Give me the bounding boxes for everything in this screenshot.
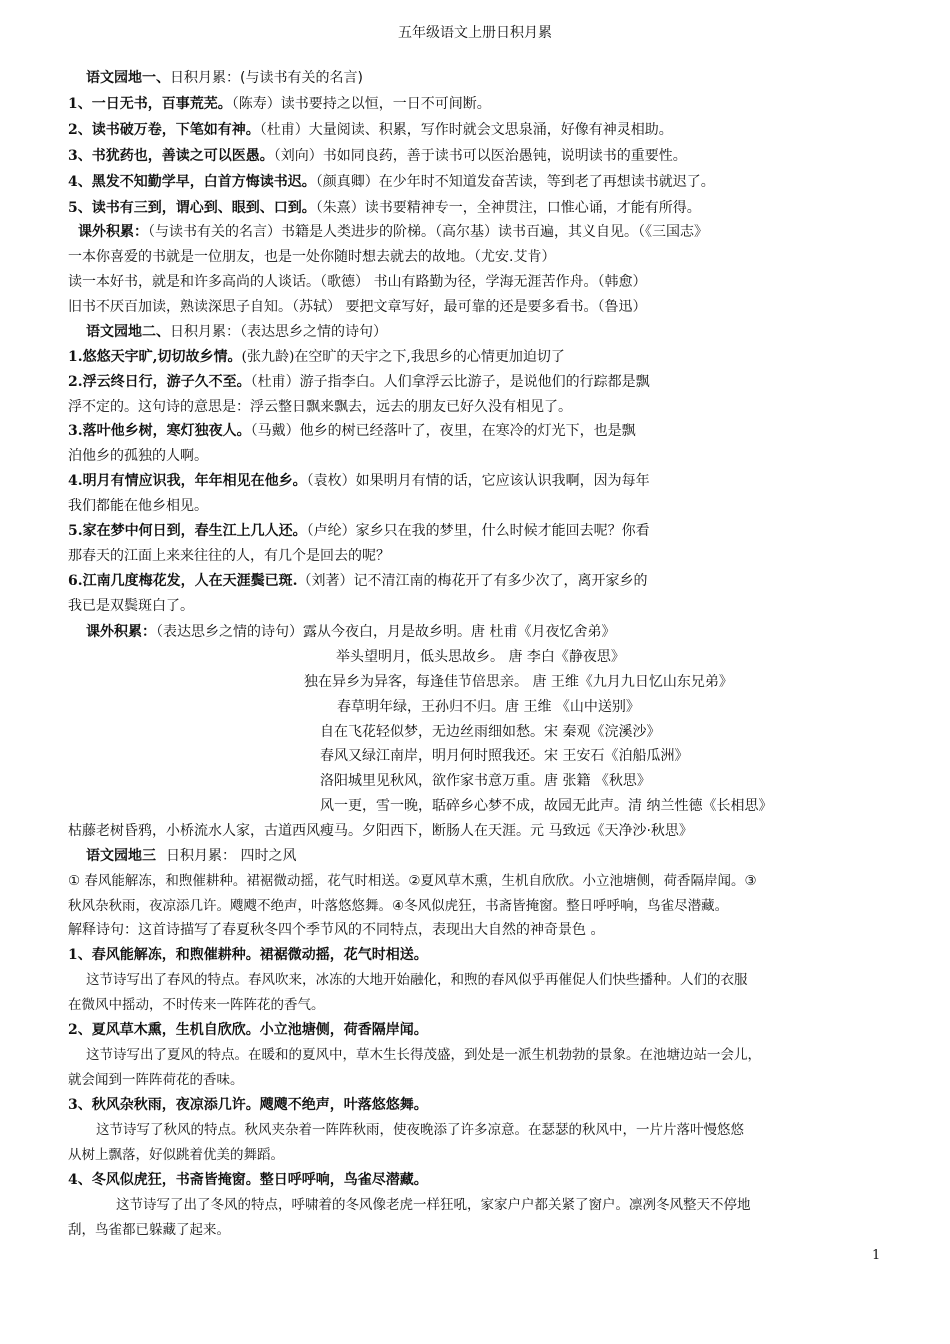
quote: 1、一日无书，百事荒芜。 [68, 96, 232, 112]
document-title: 五年级语文上册日积月累 [398, 25, 552, 41]
section3-item-1-exp: 这节诗写出了春风的特点。春风吹来，冰冻的大地开始融化，和煦的春风似乎再催促人们快些播种。人们的衣服 [86, 972, 748, 988]
section1-item-1 [68, 94, 491, 114]
extra-line: （与读书有关的名言）书籍是人类进步的阶梯。（高尔基）读书百遍，其义自见。（《三国志》 [148, 224, 708, 240]
section3-item-1 [68, 945, 428, 965]
section3-item-3 [68, 1095, 428, 1115]
quote: 3.落叶他乡树，寒灯独夜人。 [68, 423, 251, 439]
quote-explanation: （杜甫）大量阅读、积累，写作时就会文思泉涌，好像有神灵相助。 [259, 122, 673, 138]
section1-extra [78, 222, 708, 242]
section3-heading-label: 语文园地三 [86, 848, 156, 864]
section1-extra-line4: 旧书不厌百加读，熟读深思子自知。（苏轼） 要把文章写好，最可靠的还是要多看书。（鲁迅） [68, 299, 647, 315]
section3-item-4-exp-cont: 刮，鸟雀都已躲藏了起来。 [68, 1222, 230, 1238]
quote-explanation: （马戴）他乡的树已经落叶了，夜里，在寒冷的灯光下，也是飘 [250, 423, 636, 439]
poem-line: 春风又绿江南岸，明月何时照我还。宋 王安石《泊船瓜洲》 [320, 748, 689, 764]
quote-explanation: （朱熹）读书要精神专一，全神贯注，口惟心诵，才能有所得。 [315, 200, 701, 216]
page-number: 1 [872, 1248, 881, 1263]
section3-poem-line2: 秋风杂秋雨，夜凉添几许。飕飕不绝声，叶落悠悠舞。④冬风似虎狂，书斋皆掩窗。整日呼呼响，鸟雀尽潜藏。 [68, 898, 729, 914]
quote: 5.家在梦中何日到，春生江上几人还。 [68, 523, 307, 539]
section1-heading-label: 语文园地一、 [86, 70, 170, 86]
section2-item-5-cont: 那春天的江面上来来往往的人，有几个是回去的呢？ [68, 548, 390, 564]
quote: 2、夏风草木熏，生机自欣欣。小立池塘侧，荷香隔岸闻。 [68, 1022, 428, 1038]
section1-item-2 [68, 120, 673, 140]
section2-item-4-cont: 我们都能在他乡相见。 [68, 498, 208, 514]
section3-item-3-exp-cont: 从树上飘落，好似跳着优美的舞蹈。 [68, 1147, 284, 1163]
quote: 6.江南几度梅花发，人在天涯鬓已斑. [68, 573, 298, 589]
section2-heading-label: 语文园地二、 [86, 324, 170, 340]
section2-extra [86, 622, 615, 642]
poem-line: 独在异乡为异客，每逢佳节倍思亲。 唐 王维《九月九日忆山东兄弟》 [304, 674, 733, 690]
section1-item-4 [68, 172, 715, 192]
poem-line: 枯藤老树昏鸦，小桥流水人家，古道西风瘦马。夕阳西下，断肠人在天涯。元 马致远《天净沙·秋思》 [68, 823, 693, 839]
section2-item-2-cont: 浮不定的。这句诗的意思是：浮云整日飘来飘去，远去的朋友已好久没有相见了。 [68, 399, 572, 415]
quote: 4、黑发不知勤学早，白首方悔读书迟。 [68, 174, 316, 190]
quote-explanation: （杜甫）游子指李白。人们拿浮云比游子，是说他们的行踪都是飘 [250, 374, 650, 390]
poem-line: 风一更，雪一晚，聒碎乡心梦不成，故园无此声。清 纳兰性德《长相思》 [320, 798, 773, 814]
section1-extra-line3: 读一本好书，就是和许多高尚的人谈话。（歌德） 书山有路勤为径，学海无涯苦作舟。（韩愈） [68, 274, 647, 290]
quote: 1、春风能解冻，和煦催耕种。裙裾微动摇，花气时相送。 [68, 947, 428, 963]
quote-explanation: （颜真卿）在少年时不知道发奋苦读，等到老了再想读书就迟了。 [315, 174, 715, 190]
section2-heading [86, 322, 387, 342]
quote-explanation: (张九龄)在空旷的天宇之下,我思乡的心情更加迫切了 [241, 349, 565, 365]
poem-line: 洛阳城里见秋风，欲作家书意万重。唐 张籍 《秋思》 [320, 773, 651, 789]
section3-item-1-exp-cont: 在微风中摇动，不时传来一阵阵花的香气。 [68, 997, 325, 1013]
section2-heading-sub: 日积月累：（表达思乡之情的诗句） [170, 324, 387, 340]
quote: 1.悠悠天宇旷,切切故乡情。 [68, 349, 242, 365]
extra-heading: 课外积累： [86, 624, 156, 640]
quote-explanation: （刘向）书如同良药，善于读书可以医治愚钝，说明读书的重要性。 [273, 148, 687, 164]
section1-item-5 [68, 198, 701, 218]
section3-item-2-exp: 这节诗写出了夏风的特点。在暖和的夏风中，草木生长得茂盛，到处是一派生机勃勃的景象。在池塘边站一会儿， [86, 1047, 761, 1063]
quote: 5、读书有三到，谓心到、眼到、口到。 [68, 200, 316, 216]
section3-heading-sub: 日积月累： 四时之风 [166, 848, 297, 864]
section3-item-2-exp-cont: 就会闻到一阵阵荷花的香味。 [68, 1072, 244, 1088]
section2-item-1 [68, 347, 565, 367]
section3-heading [86, 846, 296, 866]
poem-line: 春草明年绿，王孙归不归。唐 王维 《山中送别》 [337, 699, 640, 715]
quote-explanation: （陈寿）读书要持之以恒，一日不可间断。 [231, 96, 491, 112]
section3-poem-line1: ① 春风能解冻，和煦催耕种。裙裾微动摇，花气时相送。②夏风草木熏，生机自欣欣。小立池塘侧，荷香隔岸闻。③ [68, 873, 757, 889]
quote: 2、读书破万卷，下笔如有神。 [68, 122, 260, 138]
extra-line: （表达思乡之情的诗句）露从今夜白，月是故乡明。唐 杜甫《月夜忆舍弟》 [156, 624, 616, 640]
quote: 4、冬风似虎狂，书斋皆掩窗。整日呼呼响，鸟雀尽潜藏。 [68, 1172, 428, 1188]
section2-item-4 [68, 471, 650, 491]
section2-item-3 [68, 421, 636, 441]
section3-item-2 [68, 1020, 428, 1040]
section1-item-3 [68, 146, 687, 166]
quote-explanation: （刘著）记不清江南的梅花开了有多少次了，离开家乡的 [297, 573, 648, 589]
section1-extra-line2: 一本你喜爱的书就是一位朋友，也是一处你随时想去就去的故地。（尤安.艾肯） [68, 249, 556, 265]
section1-heading [86, 68, 363, 88]
section1-heading-sub: 日积月累：(与读书有关的名言) [170, 70, 363, 86]
quote: 2.浮云终日行，游子久不至。 [68, 374, 251, 390]
section3-item-3-exp: 这节诗写了秋风的特点。秋风夹杂着一阵阵秋雨，使夜晚添了许多凉意。在瑟瑟的秋风中，一片片落叶慢悠悠 [96, 1122, 744, 1138]
quote-explanation: （卢纶）家乡只在我的梦里，什么时候才能回去呢？你看 [306, 523, 650, 539]
quote: 3、秋风杂秋雨，夜凉添几许。飕飕不绝声，叶落悠悠舞。 [68, 1097, 428, 1113]
section2-item-2 [68, 372, 650, 392]
extra-heading: 课外积累： [78, 224, 148, 240]
section2-item-6 [68, 571, 648, 591]
quote: 4.明月有情应识我，年年相见在他乡。 [68, 473, 307, 489]
section2-item-5 [68, 521, 650, 541]
section2-item-6-cont: 我已是双鬓斑白了。 [68, 598, 194, 614]
section2-item-3-cont: 泊他乡的孤独的人啊。 [68, 448, 208, 464]
section3-explain: 解释诗句：这首诗描写了春夏秋冬四个季节风的不同特点，表现出大自然的神奇景色 。 [68, 922, 605, 938]
quote: 3、书犹药也，善读之可以医愚。 [68, 148, 274, 164]
quote-explanation: （袁枚）如果明月有情的话，它应该认识我啊，因为每年 [306, 473, 650, 489]
section3-item-4 [68, 1170, 428, 1190]
section3-item-4-exp: 这节诗写了出了冬风的特点，呼啸着的冬风像老虎一样狂吼，家家户户都关紧了窗户。凛冽冬风整天不停地 [116, 1197, 751, 1213]
poem-line: 自在飞花轻似梦，无边丝雨细如愁。宋 秦观《浣溪沙》 [320, 724, 661, 740]
poem-line: 举头望明月，低头思故乡。 唐 李白《静夜思》 [336, 649, 625, 665]
